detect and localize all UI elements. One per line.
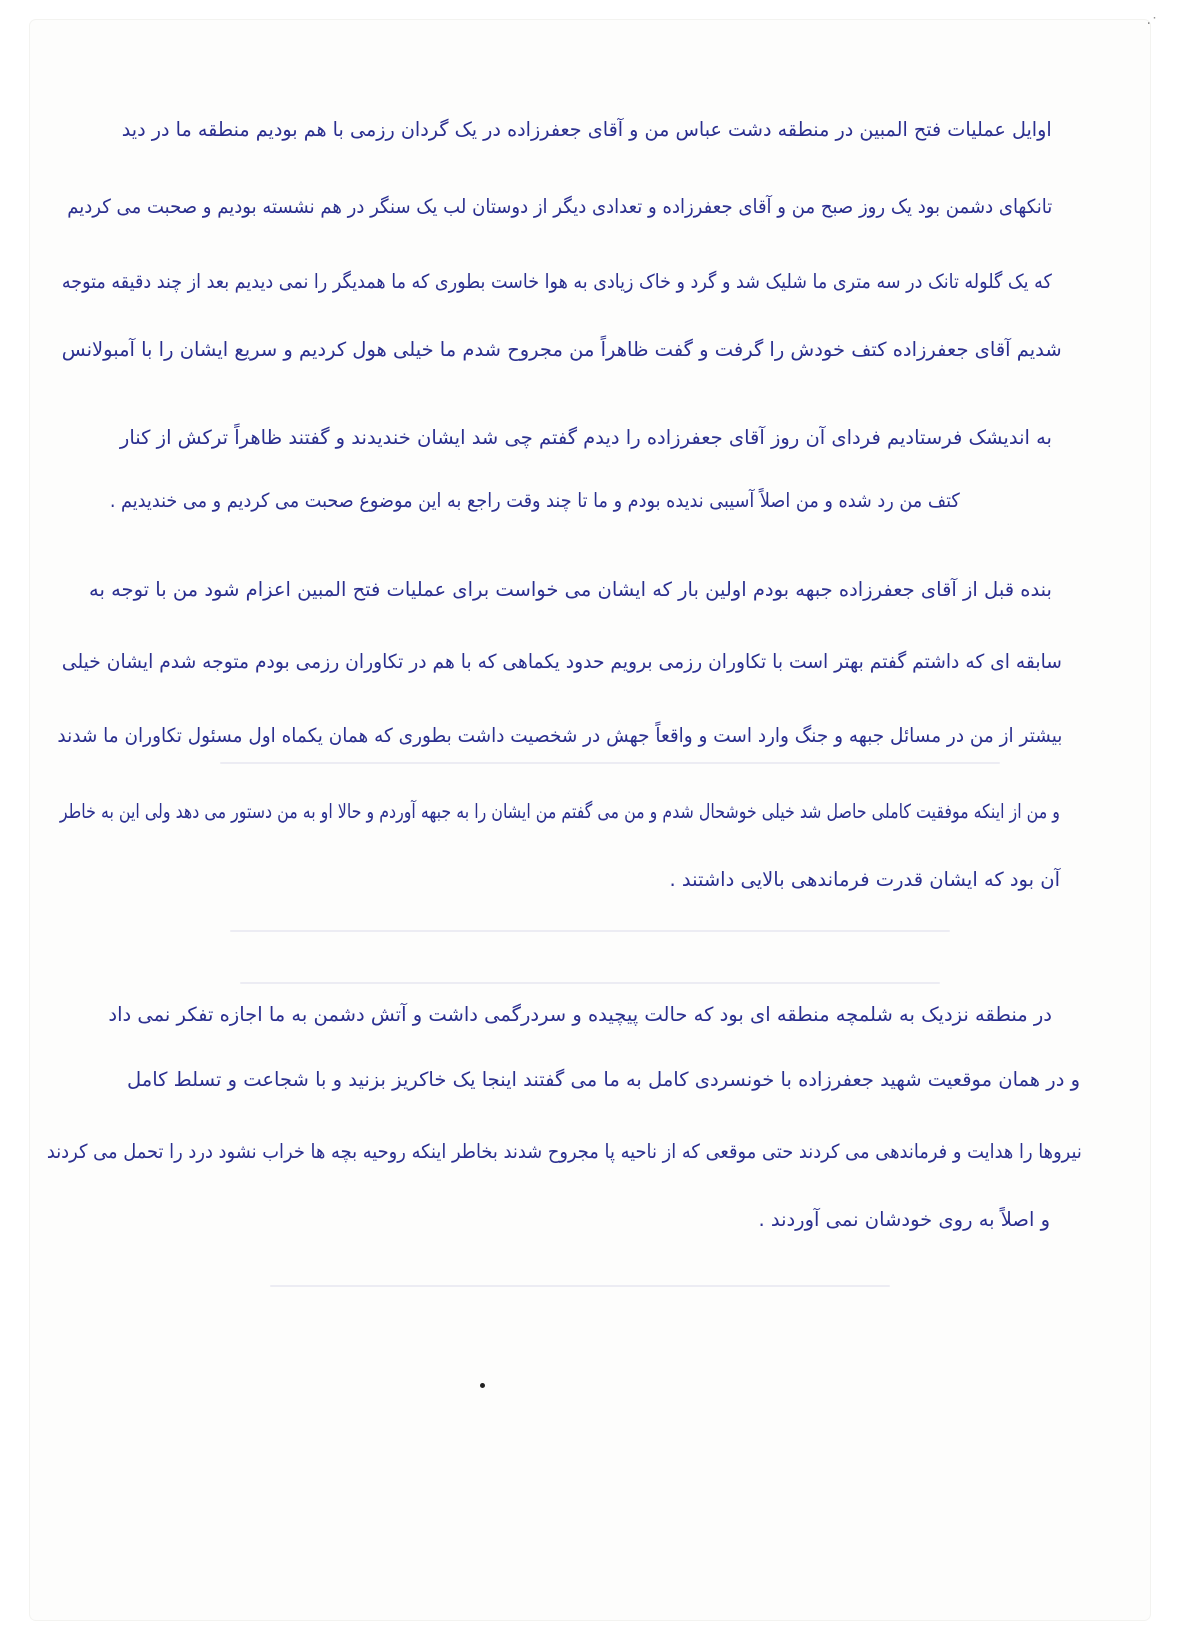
manuscript-line: اوایل عملیات فتح المبین در منطقه دشت عباس من و آقای جعفرزاده در یک گردان رزمی با هم بودیم منطقه ما در دید — [122, 118, 1052, 141]
bleed-through-mark — [270, 1285, 890, 1287]
manuscript-line: نیروها را هدایت و فرماندهی می کردند حتی موقعی که از ناحیه پا مجروح شدند بخاطر اینکه روحیه بچه ها خراب نشود درد را تحمل می کردند — [47, 1140, 1082, 1163]
bleed-through-mark — [230, 930, 950, 932]
manuscript-line: آن بود که ایشان قدرت فرماندهی بالایی داشتند . — [669, 868, 1060, 891]
manuscript-line: سابقه ای که داشتم گفتم بهتر است با تکاوران رزمی برویم حدود یکماهی که با هم در تکاوران رزمی بودم متوجه شدم ایشان خیلی — [62, 650, 1062, 673]
manuscript-line: شدیم آقای جعفرزاده کتف خودش را گرفت و گفت ظاهراً من مجروح شدم ما خیلی هول کردیم و سریع ایشان را با آمبولانس — [62, 338, 1062, 361]
bleed-through-mark — [240, 982, 940, 984]
manuscript-line: که یک گلوله تانک در سه متری ما شلیک شد و گرد و خاک زیادی به هوا خاست بطوری که ما همدیگر را نمی دیدیم بعد از چند دقیقه متوجه — [62, 270, 1052, 293]
manuscript-line: در منطقه نزدیک به شلمچه منطقه ای بود که حالت پیچیده و سردرگمی داشت و آتش دشمن به ما اجازه تفکر نمی داد — [108, 1003, 1052, 1026]
manuscript-line: کتف من رد شده و من اصلاً آسیبی ندیده بودم و ما تا چند وقت راجع به این موضوع صحبت می کردیم و می خندیدیم . — [110, 489, 960, 512]
manuscript-line: و من از اینکه موفقیت کاملی حاصل شد خیلی خوشحال شدم و من می گفتم من ایشان را به جبهه آوردم و حالا او به من دستور می دهد ولی این به خاطر — [60, 800, 1060, 823]
manuscript-line: و اصلاً به روی خودشان نمی آوردند . — [758, 1208, 1050, 1231]
manuscript-line: تانکهای دشمن بود یک روز صبح من و آقای جعفرزاده و تعدادی دیگر از دوستان لب یک سنگر در هم نشسته بودیم و صحبت می کردیم — [67, 195, 1052, 218]
manuscript-line: و در همان موقعیت شهید جعفرزاده با خونسردی کامل به ما می گفتند اینجا یک خاکریز بزنید و با شجاعت و تسلط کامل — [126, 1068, 1080, 1091]
ink-speck — [480, 1383, 485, 1388]
handwritten-memoir — [30, 20, 1150, 1620]
manuscript-line: به اندیشک فرستادیم فردای آن روز آقای جعفرزاده را دیدم گفتم چی شد ایشان خندیدند و گفتند ظاهراً ترکش از کنار — [119, 426, 1052, 449]
corner-scan-mark: ·˙ — [1146, 16, 1158, 32]
bleed-through-mark — [220, 762, 1000, 764]
manuscript-line: بیشتر از من در مسائل جبهه و جنگ وارد است و واقعاً جهش در شخصیت داشت بطوری که همان یکماه اول مسئول تکاوران ما شدند — [56, 724, 1062, 747]
manuscript-line: بنده قبل از آقای جعفرزاده جبهه بودم اولین بار که ایشان می خواست برای عملیات فتح المبین اعزام شود من با توجه به — [88, 578, 1052, 601]
